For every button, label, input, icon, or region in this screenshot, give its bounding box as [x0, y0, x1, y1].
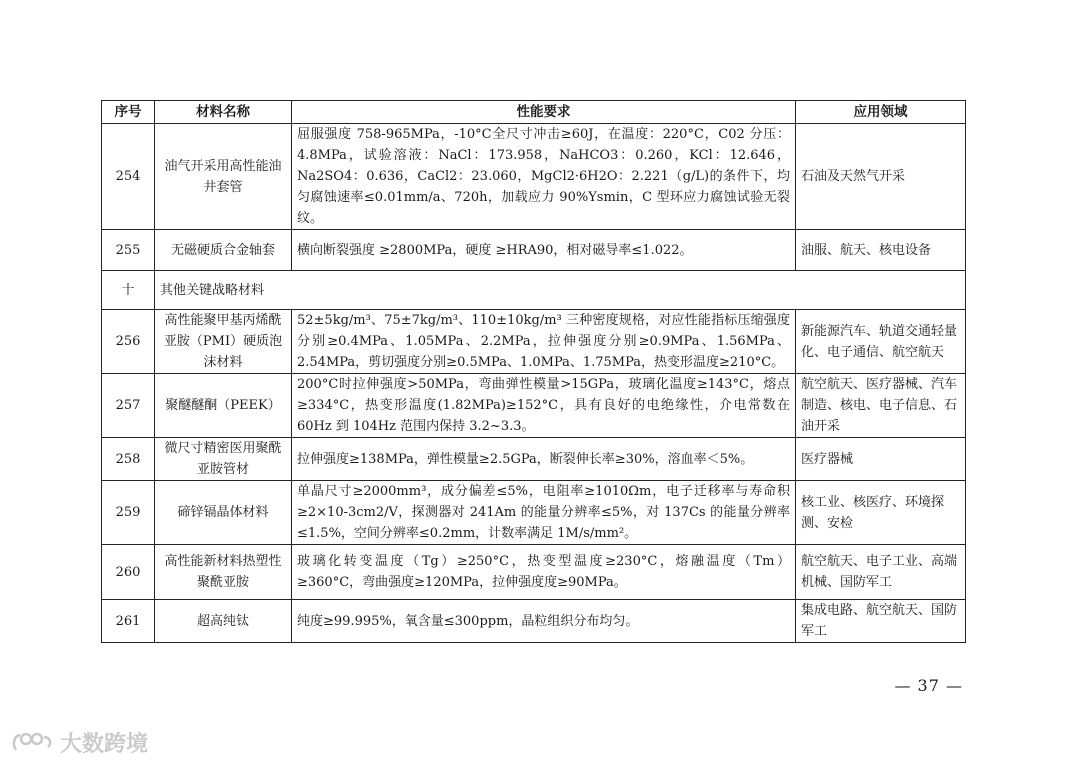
materials-table: [101, 100, 966, 643]
row-application: 新能源汽车、轨道交通轻量化、电子通信、航空航天: [796, 310, 966, 374]
section-row: [102, 271, 966, 310]
row-name: 超高纯钛: [155, 600, 292, 643]
table-row: [102, 374, 966, 438]
row-name: 微尺寸精密医用聚酰亚胺管材: [155, 438, 292, 481]
row-no: 257: [102, 374, 155, 438]
table-row: [102, 545, 966, 600]
table-row: [102, 600, 966, 643]
header-requirements: 性能要求: [292, 101, 796, 124]
row-requirements: 纯度≥99.995%，氧含量≤300ppm，晶粒组织分布均匀。: [292, 600, 796, 643]
row-requirements: 52±5kg/m³、75±7kg/m³、110±10kg/m³ 三种密度规格，对应性能指标压缩强度分别≥0.4MPa、1.05MPa、2.2MPa，拉伸强度分别≥0.9MPa、1.56MPa、2.54MPa，剪切强度分别≥0.5MPa、1.0MPa、1.75MPa，热变形温度≥210°C。: [292, 310, 796, 374]
header-name: 材料名称: [155, 101, 292, 124]
header-no: 序号: [102, 101, 155, 124]
section-title: 其他关键战略材料: [155, 271, 966, 310]
row-requirements: 玻璃化转变温度（Tg）≥250°C，热变型温度≥230°C，熔融温度（Tm）≥360°C，弯曲强度≥120MPa，拉伸强度度≥90MPa。: [292, 545, 796, 600]
row-requirements: 屈服强度 758-965MPa，-10°C全尺寸冲击≥60J，在温度：220°C，C02 分压：4.8MPa，试验溶液：NaCl：173.958，NaHCO3：0.260，KCl：12.646，Na2SO4：0.636，CaCl2：23.060，MgCl2·6H2O：2.221（g/L)的条件下，均匀腐蚀速率≤0.01mm/a、720h，加载应力 90%Ysmin，C 型环应力腐蚀试验无裂纹。: [292, 124, 796, 230]
row-application: 航空航天、医疗器械、汽车制造、核电、电子信息、石油开采: [796, 374, 966, 438]
table-header-row: [102, 101, 966, 124]
table-row: [102, 438, 966, 481]
row-name: 高性能新材料热塑性聚酰亚胺: [155, 545, 292, 600]
row-no: 255: [102, 230, 155, 271]
table-row: [102, 481, 966, 545]
section-number: 十: [102, 271, 155, 310]
table-row: [102, 310, 966, 374]
row-requirements: 拉伸强度≥138MPa，弹性模量≥2.5GPa，断裂伸长率≥30%，溶血率＜5%。: [292, 438, 796, 481]
row-application: 医疗器械: [796, 438, 966, 481]
watermark-logo-icon: [10, 730, 56, 756]
row-requirements: 200°C时拉伸强度>50MPa，弯曲弹性模量>15GPa，玻璃化温度≥143°C，熔点≥334°C，热变形温度(1.82MPa)≥152°C，具有良好的电绝缘性，介电常数在 60Hz 到 104Hz 范围内保持 3.2~3.3。: [292, 374, 796, 438]
row-requirements: 单晶尺寸≥2000mm³，成分偏差≤5%，电阻率≥1010Ωm，电子迁移率与寿命积≥2×10-3cm2/V，探测器对 241Am 的能量分辨率≤5%，对 137Cs 的能量分辨率≤1.5%，空间分辨率≤0.2mm，计数率满足 1M/s/mm²。: [292, 481, 796, 545]
row-no: 254: [102, 124, 155, 230]
row-application: 集成电路、航空航天、国防军工: [796, 600, 966, 643]
header-application: 应用领域: [796, 101, 966, 124]
row-application: 油服、航天、核电设备: [796, 230, 966, 271]
row-name: 无磁硬质合金轴套: [155, 230, 292, 271]
row-name: 高性能聚甲基丙烯酰亚胺（PMI）硬质泡沫材料: [155, 310, 292, 374]
table-row: [102, 230, 966, 271]
row-no: 258: [102, 438, 155, 481]
page-number: — 37 —: [894, 676, 963, 695]
watermark: [10, 727, 148, 758]
row-no: 259: [102, 481, 155, 545]
row-application: 航空航天、电子工业、高端机械、国防军工: [796, 545, 966, 600]
row-name: 油气开采用高性能油井套管: [155, 124, 292, 230]
row-name: 聚醚醚酮（PEEK）: [155, 374, 292, 438]
table-row: [102, 124, 966, 230]
row-name: 碲锌镉晶体材料: [155, 481, 292, 545]
row-requirements: 横向断裂强度 ≥2800MPa，硬度 ≥HRA90，相对磁导率≤1.022。: [292, 230, 796, 271]
row-application: 核工业、核医疗、环境探测、安检: [796, 481, 966, 545]
row-no: 256: [102, 310, 155, 374]
row-no: 260: [102, 545, 155, 600]
row-no: 261: [102, 600, 155, 643]
row-application: 石油及天然气开采: [796, 124, 966, 230]
watermark-text: 大数跨境: [60, 732, 149, 757]
